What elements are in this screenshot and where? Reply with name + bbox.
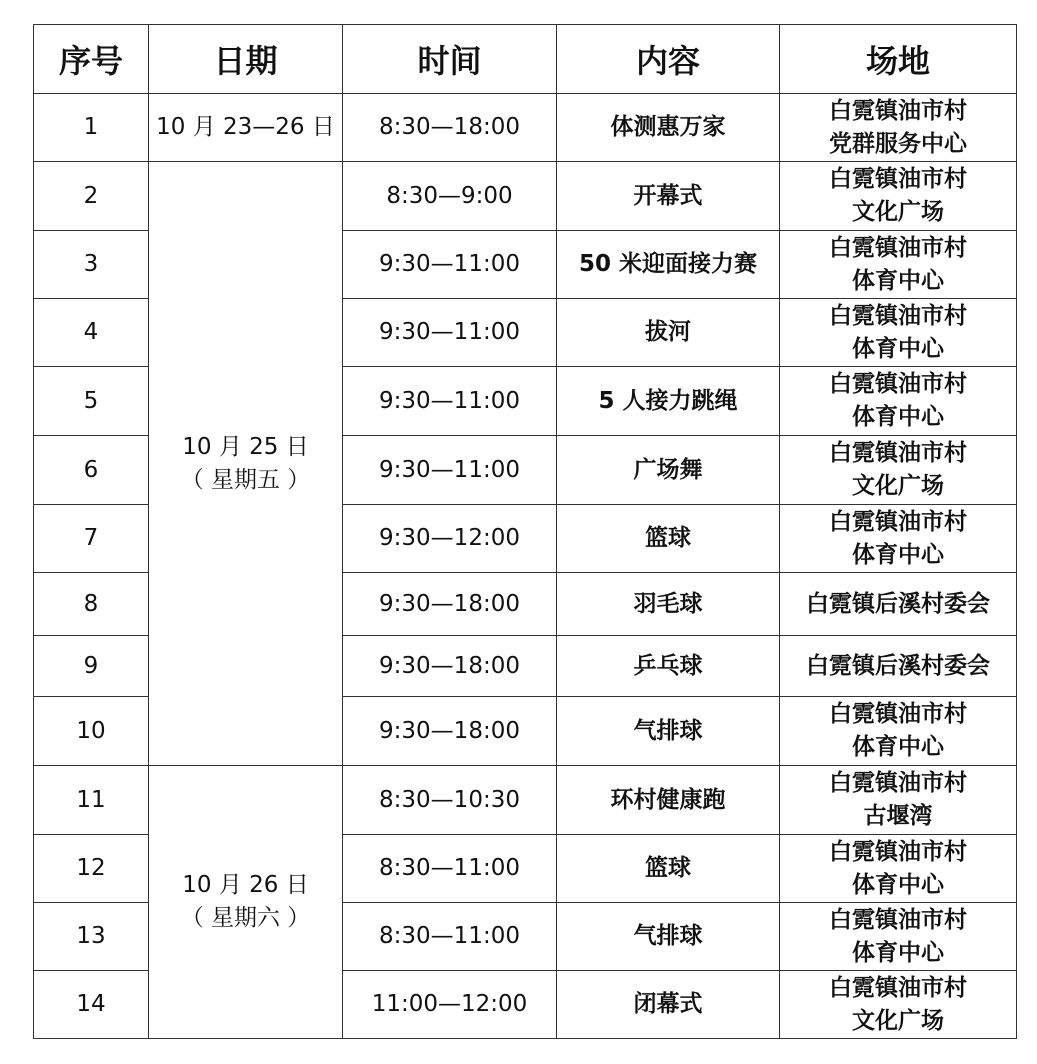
seq-cell: 6 xyxy=(34,436,149,505)
venue-line: 白霓镇后溪村委会 xyxy=(806,652,990,679)
venue-cell xyxy=(780,636,1017,697)
venue-line: 白霓镇油市村 xyxy=(829,838,967,865)
content-cell: 体测惠万家 xyxy=(557,94,780,162)
seq-cell: 14 xyxy=(34,971,149,1039)
header-time: 时间 xyxy=(343,25,557,94)
seq-cell: 1 xyxy=(34,94,149,162)
venue-line: 古堰湾 xyxy=(863,803,933,829)
content-cell: 篮球 xyxy=(557,505,780,573)
header-date: 日期 xyxy=(149,25,343,94)
content-cell: 5 人接力跳绳 xyxy=(557,367,780,436)
date-cell xyxy=(149,162,343,766)
venue-cell xyxy=(780,162,1017,231)
content-cell: 开幕式 xyxy=(557,162,780,231)
venue-cell xyxy=(780,697,1017,766)
time-cell: 8:30—18:00 xyxy=(343,94,557,162)
venue-line: 白霓镇油市村 xyxy=(829,508,967,535)
venue-line: 白霓镇油市村 xyxy=(829,234,967,261)
venue-line: 白霓镇油市村 xyxy=(829,974,967,1001)
seq-cell: 3 xyxy=(34,231,149,299)
venue-line: 白霓镇油市村 xyxy=(829,906,967,933)
date-cell xyxy=(149,94,343,162)
venue-cell xyxy=(780,971,1017,1039)
table-row xyxy=(34,162,1017,231)
time-cell: 11:00—12:00 xyxy=(343,971,557,1039)
venue-cell xyxy=(780,367,1017,436)
time-cell: 9:30—11:00 xyxy=(343,231,557,299)
seq-cell: 4 xyxy=(34,299,149,367)
content-cell: 环村健康跑 xyxy=(557,766,780,835)
date-cell xyxy=(149,766,343,1039)
seq-cell: 10 xyxy=(34,697,149,766)
venue-line: 白霓镇油市村 xyxy=(829,440,967,466)
time-cell: 9:30—11:00 xyxy=(343,299,557,367)
venue-cell xyxy=(780,903,1017,971)
content-cell: 篮球 xyxy=(557,835,780,903)
content-cell: 气排球 xyxy=(557,903,780,971)
time-cell: 9:30—18:00 xyxy=(343,636,557,697)
header-seq: 序号 xyxy=(34,25,149,94)
venue-line: 白霓镇后溪村委会 xyxy=(806,590,990,617)
venue-line: 白霓镇油市村 xyxy=(829,770,967,796)
time-cell: 8:30—9:00 xyxy=(343,162,557,231)
date-text: 10 月 25 日 xyxy=(182,433,309,460)
venue-line: 文化广场 xyxy=(852,199,944,225)
schedule-table xyxy=(33,24,1017,1039)
venue-line: 体育中心 xyxy=(852,871,944,898)
content-cell: 乒乓球 xyxy=(557,636,780,697)
seq-cell: 13 xyxy=(34,903,149,971)
header-venue: 场地 xyxy=(780,25,1017,94)
venue-cell xyxy=(780,436,1017,505)
time-cell: 9:30—18:00 xyxy=(343,573,557,636)
venue-line: 白霓镇油市村 xyxy=(829,166,967,192)
venue-line: 体育中心 xyxy=(852,734,944,760)
time-cell: 8:30—10:30 xyxy=(343,766,557,835)
date-weekday: （ 星期五 ） xyxy=(180,466,311,493)
venue-line: 党群服务中心 xyxy=(829,130,967,157)
time-cell: 9:30—11:00 xyxy=(343,367,557,436)
venue-line: 白霓镇油市村 xyxy=(829,701,967,727)
venue-cell xyxy=(780,573,1017,636)
venue-line: 白霓镇油市村 xyxy=(829,97,967,124)
seq-cell: 12 xyxy=(34,835,149,903)
venue-line: 体育中心 xyxy=(852,267,944,294)
header-row xyxy=(34,25,1017,94)
content-cell: 50 米迎面接力赛 xyxy=(557,231,780,299)
venue-line: 文化广场 xyxy=(852,1007,944,1034)
seq-cell: 8 xyxy=(34,573,149,636)
time-cell: 9:30—11:00 xyxy=(343,436,557,505)
content-cell: 闭幕式 xyxy=(557,971,780,1039)
time-cell: 9:30—12:00 xyxy=(343,505,557,573)
venue-cell xyxy=(780,299,1017,367)
date-text: 10 月 23—26 日 xyxy=(156,114,335,140)
time-cell: 8:30—11:00 xyxy=(343,903,557,971)
seq-cell: 11 xyxy=(34,766,149,835)
content-cell: 广场舞 xyxy=(557,436,780,505)
venue-line: 体育中心 xyxy=(852,335,944,362)
date-text: 10 月 26 日 xyxy=(182,872,309,898)
content-cell: 气排球 xyxy=(557,697,780,766)
venue-cell xyxy=(780,505,1017,573)
venue-line: 白霓镇油市村 xyxy=(829,371,967,397)
venue-cell xyxy=(780,835,1017,903)
time-cell: 8:30—11:00 xyxy=(343,835,557,903)
date-weekday: （ 星期六 ） xyxy=(180,905,311,931)
venue-cell xyxy=(780,231,1017,299)
header-content: 内容 xyxy=(557,25,780,94)
table-row xyxy=(34,766,1017,835)
venue-line: 体育中心 xyxy=(852,404,944,430)
venue-cell xyxy=(780,94,1017,162)
venue-line: 体育中心 xyxy=(852,541,944,568)
venue-cell xyxy=(780,766,1017,835)
venue-line: 体育中心 xyxy=(852,939,944,966)
venue-line: 文化广场 xyxy=(852,473,944,499)
content-cell: 拔河 xyxy=(557,299,780,367)
seq-cell: 9 xyxy=(34,636,149,697)
seq-cell: 7 xyxy=(34,505,149,573)
time-cell: 9:30—18:00 xyxy=(343,697,557,766)
table-row xyxy=(34,94,1017,162)
content-cell: 羽毛球 xyxy=(557,573,780,636)
seq-cell: 2 xyxy=(34,162,149,231)
venue-line: 白霓镇油市村 xyxy=(829,302,967,329)
seq-cell: 5 xyxy=(34,367,149,436)
